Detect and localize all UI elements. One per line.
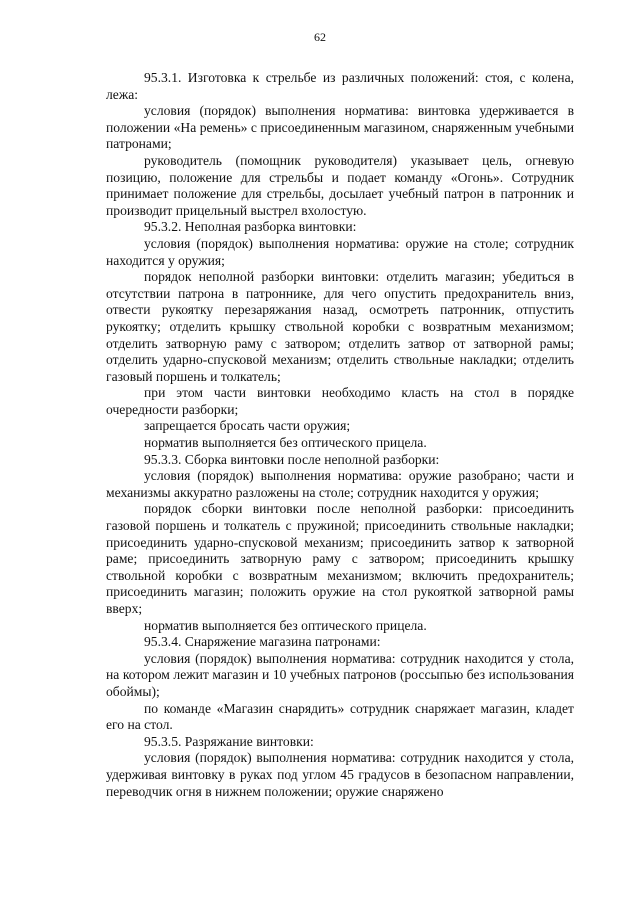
- paragraph: условия (порядок) выполнения норматива: оружие разобрано; части и механизмы аккуратно разложены на столе; сотрудник находится у оружия;: [106, 468, 574, 500]
- paragraph: условия (порядок) выполнения норматива: винтовка удерживается в положении «На ремень» с присоединенным магазином, снаряженным учебными патронами;: [106, 103, 574, 152]
- paragraph: порядок неполной разборки винтовки: отделить магазин; убедиться в отсутствии патрона в патроннике, для чего опустить предохранитель вниз, отвести рукоятку перезаряжания назад, осмотреть патронник, отпустить рукоятку; отделить крышку ствольной коробки с возвратным механизмом; отделить затворную раму с затвором; отделить затвор от затворной рамы; отделить ударно-спусковой механизм; отделить ствольные накладки; отделить газовый поршень и толкатель;: [106, 269, 574, 384]
- page-number: 62: [314, 30, 326, 44]
- paragraph: запрещается бросать части оружия;: [144, 418, 351, 434]
- paragraph: условия (порядок) выполнения норматива: сотрудник находится у стола, удерживая винтовку в руках под углом 45 градусов в безопасном направлении, переводчик огня в нижнем положении; оружие снаряжено: [106, 750, 574, 799]
- paragraph: 95.3.2. Неполная разборка винтовки:: [144, 219, 357, 235]
- paragraph: 95.3.4. Снаряжение магазина патронами:: [144, 634, 381, 650]
- paragraph: руководитель (помощник руководителя) указывает цель, огневую позицию, положение для стрельбы и подает команду «Огонь». Сотрудник принимает положение для стрельбы, досылает учебный патрон в патронник и производит прицельный выстрел вхолостую.: [106, 152, 574, 218]
- paragraph: 95.3.3. Сборка винтовки после неполной разборки:: [144, 451, 440, 467]
- paragraph: при этом части винтовки необходимо класть на стол в порядке очередности разборки;: [106, 385, 574, 417]
- paragraph: условия (порядок) выполнения норматива: оружие на столе; сотрудник находится у оружия;: [106, 235, 574, 268]
- paragraph: порядок сборки винтовки после неполной разборки: присоединить газовой поршень и толкатель с пружиной; присоединить ствольные накладки; присоединить ударно-спусковой механизм; присоединить затвор к затворной раме; присоединить затворную раму с затвором; присоединить крышку ствольной коробки с возвратным механизмом; включить предохранитель; присоединить магазин; положить оружие на стол рукояткой затворной рамы вверх;: [106, 501, 574, 616]
- paragraph: норматив выполняется без оптического прицела.: [144, 617, 427, 633]
- paragraph: 95.3.5. Разряжание винтовки:: [144, 733, 314, 749]
- paragraph: 95.3.1. Изготовка к стрельбе из различных положений: стоя, с колена, лежа:: [106, 70, 574, 102]
- paragraph: условия (порядок) выполнения норматива: сотрудник находится у стола, на котором лежит магазин и 10 учебных патронов (россыпью без использования обоймы);: [106, 650, 574, 699]
- document-body: [106, 70, 574, 800]
- paragraph: по команде «Магазин снарядить» сотрудник снаряжает магазин, кладет его на стол.: [106, 700, 574, 733]
- paragraph: норматив выполняется без оптического прицела.: [144, 435, 427, 451]
